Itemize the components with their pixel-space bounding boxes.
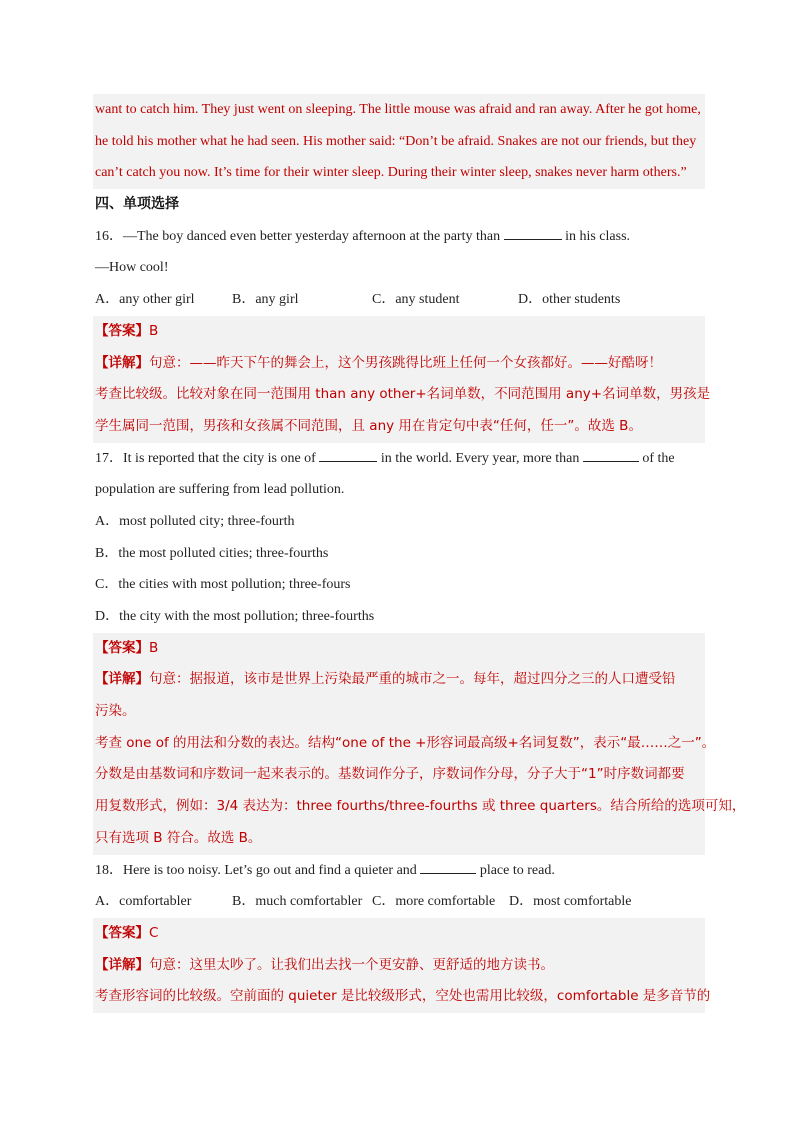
q17-option-d: D．the city with the most pollution; three-fourths (95, 609, 375, 624)
q17-option-a: A．most polluted city; three-fourth (95, 513, 295, 529)
section-title: 四、单项选择 (95, 196, 179, 213)
q18-option-d: D．most comfortable (509, 894, 632, 910)
q17-answer: 【答案】B (95, 639, 159, 656)
q16-option-d: D．other students (518, 292, 621, 308)
q17-stem: 17．It is reported that the city is one of in the world. Every year, more than of the (95, 450, 675, 466)
q18-stem: 18．Here is too noisy. Let’s go out and find a quieter and place to read. (95, 862, 555, 878)
q17-explanation (93, 633, 746, 855)
answer-blank (504, 227, 562, 240)
q18-answer: 【答案】C (95, 924, 159, 941)
q16-explanation (93, 316, 711, 443)
q17-detail-4: 分数是由基数词和序数词一起来表示的。基数词作分子，序数词作分母，分子大于“1”时序数词都要 (95, 766, 685, 783)
q17-detail-5: 用复数形式，例如：3/4 表达为：three fourths/three-fourths 或 three quarters。结合所给的选项可知， (95, 798, 746, 815)
q17-option-b: B．the most polluted cities; three-fourths (95, 545, 329, 561)
q16-detail-3: 学生属同一范围，男孩和女孩属不同范围，且 any 用在肯定句中表“任何，任一”。故选 B。 (95, 417, 642, 434)
q17-detail-1: 【详解】句意：据报道，该市是世界上污染最严重的城市之一。每年，超过四分之三的人口遭受铅 (95, 671, 676, 688)
answer-blank (420, 861, 476, 874)
q16-option-b: B．any girl (232, 292, 299, 308)
q18-explanation (93, 918, 711, 1013)
document-page (95, 94, 746, 1013)
q18-option-b: B．much comfortabler (232, 894, 363, 910)
q17-detail-3: 考查 one of 的用法和分数的表达。结构“one of the +形容词最高级+名词复数”，表示“最……之一”。 (95, 734, 716, 751)
story-passage (93, 94, 705, 189)
q16-option-c: C．any student (372, 292, 460, 308)
q16-detail-2: 考查比较级。比较对象在同一范围用 than any other+名词单数，不同范围用 any+名词单数，男孩是 (95, 386, 711, 403)
story-line-2: he told his mother what he had seen. His mother said: “Don’t be afraid. Snakes are not our friends, but they (95, 133, 697, 149)
q18-detail-2: 考查形容词的比较级。空前面的 quieter 是比较级形式，空处也需用比较级，comfortable 是多音节的 (95, 988, 711, 1005)
answer-blank (583, 449, 639, 462)
q16-detail-1: 【详解】句意：——昨天下午的舞会上，这个男孩跳得比班上任何一个女孩都好。——好酷呀！ (95, 354, 662, 371)
q18-options (95, 886, 705, 918)
q18-detail-1: 【详解】句意：这里太吵了。让我们出去找一个更安静、更舒适的地方读书。 (95, 956, 554, 973)
q17-detail-6: 只有选项 B 符合。故选 B。 (95, 829, 262, 846)
q16-options (95, 284, 705, 316)
q18-option-a: A．comfortabler (95, 894, 192, 910)
q17-option-c: C．the cities with most pollution; three-fours (95, 577, 351, 593)
q16-stem-line2: —How cool! (95, 260, 169, 276)
q16-option-a: A．any other girl (95, 292, 195, 308)
q17-detail-2: 污染。 (95, 703, 136, 720)
q18-option-c: C．more comfortable (372, 894, 496, 910)
answer-blank (319, 449, 377, 462)
q17-stem-line2: population are suffering from lead pollution. (95, 482, 345, 498)
story-line-3: can’t catch you now. It’s time for their winter sleep. During their winter sleep, snakes never harm others.” (95, 165, 687, 181)
story-line-1: want to catch him. They just went on sleeping. The little mouse was afraid and ran away. After he got home, (95, 102, 701, 117)
q16-answer: 【答案】B (95, 322, 159, 339)
q16-stem: 16．—The boy danced even better yesterday afternoon at the party than in his class. (95, 228, 631, 244)
